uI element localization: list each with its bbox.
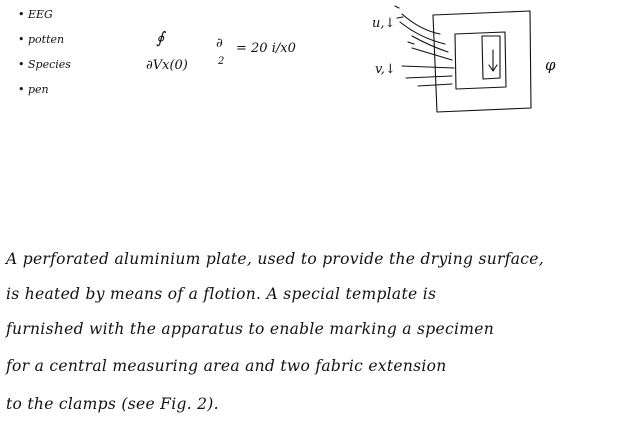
bullet-item: • EEG xyxy=(18,8,53,21)
formula-fraction-top: ∂ xyxy=(216,36,223,51)
formula-subscript: ∂Vx(0) xyxy=(146,58,188,73)
outer-box xyxy=(433,11,531,112)
formula-integral-sign: ∮ xyxy=(156,28,165,47)
scribble-strokes xyxy=(395,6,403,18)
lead-line xyxy=(402,14,440,34)
paragraph-line: furnished with the apparatus to enable marking a specimen xyxy=(6,320,494,338)
paragraph-line: A perforated aluminium plate, used to provide the drying surface, xyxy=(6,250,544,268)
lead-line xyxy=(402,66,454,68)
diagram-label-u2: v,↓ xyxy=(375,62,396,77)
diagram-label-side: φ xyxy=(545,56,556,74)
paragraph-line: to the clamps (see Fig. 2). xyxy=(6,395,219,413)
lead-line xyxy=(412,48,452,60)
formula-fraction-bottom: 2 xyxy=(218,56,225,67)
formula-rhs: = 20 i/x0 xyxy=(236,41,296,56)
lead-line xyxy=(406,76,452,78)
paragraph-line: is heated by means of a flotion. A special template is xyxy=(6,285,437,303)
bullet-item: • pen xyxy=(18,83,49,96)
down-arrow-icon xyxy=(489,50,497,71)
bullet-item: • Species xyxy=(18,58,71,71)
inner-plate xyxy=(482,36,500,79)
scribble-strokes xyxy=(408,42,414,44)
lead-line xyxy=(418,84,452,86)
paragraph-line: for a central measuring area and two fabric extension xyxy=(6,357,447,375)
lead-line xyxy=(400,22,445,44)
inner-box xyxy=(455,32,506,89)
bullet-item: • potten xyxy=(18,33,65,46)
diagram-label-u1: u,↓ xyxy=(372,16,396,31)
